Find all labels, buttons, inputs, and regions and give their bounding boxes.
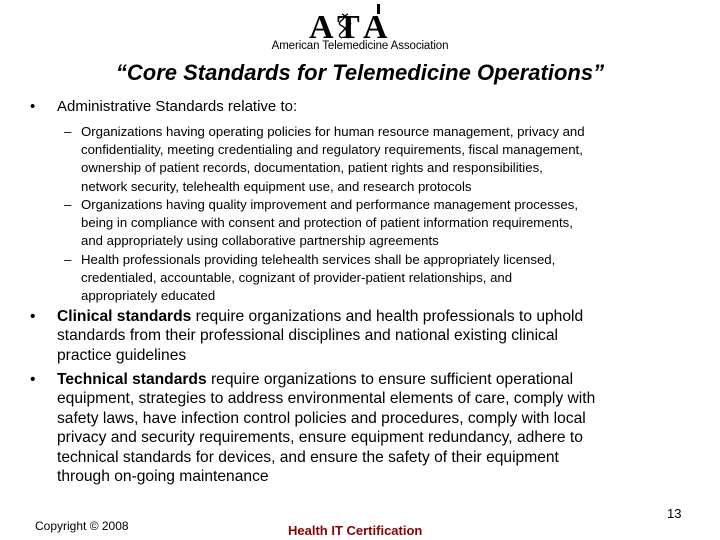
- subitem-line: Organizations having quality improvement and performance management processes,: [81, 197, 578, 212]
- subitem-line: Health professionals providing telehealth services shall be appropriately licensed,: [81, 252, 556, 267]
- logo-subtitle: American Telemedicine Association: [271, 40, 449, 52]
- dash-marker: –: [64, 252, 72, 267]
- bullet-marker: •: [30, 308, 36, 325]
- subitem-line: network security, telehealth equipment use, and research protocols: [81, 178, 472, 194]
- bullet-marker: •: [30, 98, 36, 115]
- dash-marker: –: [64, 124, 72, 139]
- subitem-quality-improvement: [64, 196, 700, 251]
- bullet-text: relative to:: [223, 98, 298, 115]
- bullet-text: require organizations and health professionals to uphold: [191, 308, 584, 325]
- bullet-technical: [30, 370, 690, 486]
- subitem-line: ownership of patient records, documentation, patient rights and responsibilities,: [81, 160, 543, 176]
- subitem-line: appropriately educated: [81, 288, 216, 304]
- footer-title: Health IT Certification: [288, 523, 423, 538]
- subitem-line: credentialed, accountable, cognizant of provider-patient relationships, and: [81, 270, 513, 286]
- bullet-line: standards from their professional disciplines and national existing clinical: [57, 327, 558, 345]
- subitem-line: Organizations having operating policies for human resource management, privacy and: [81, 124, 585, 139]
- slide-title: “Core Standards for Telemedicine Operations”: [115, 60, 605, 85]
- subitem-health-professionals: [64, 251, 700, 306]
- subitem-line: confidentiality, meeting credentialing and regulatory requirements, fiscal management,: [81, 142, 583, 158]
- svg-text:T: T: [337, 9, 360, 44]
- bullet-heading: Administrative Standards: [57, 98, 224, 115]
- bullet-line: equipment, strategies to address environmental elements of care, comply with: [57, 390, 596, 408]
- bullet-heading: Clinical standards: [57, 308, 192, 325]
- bullet-marker: •: [30, 371, 36, 388]
- svg-text:A: A: [363, 9, 388, 44]
- bullet-line: practice guidelines: [57, 346, 187, 364]
- bullet-line: through on-going maintenance: [57, 468, 269, 486]
- subitem-line: and appropriately using collaborative partnership agreements: [81, 233, 439, 249]
- dash-marker: –: [64, 197, 72, 212]
- svg-text:A: A: [309, 9, 334, 44]
- page-number: 13: [667, 506, 682, 521]
- bullet-heading: Technical standards: [57, 371, 207, 388]
- subitem-operating-policies: [64, 123, 700, 196]
- bullet-administrative: [30, 97, 690, 116]
- bullet-line: technical standards for devices, and ensure the safety of their equipment: [57, 448, 559, 466]
- copyright-text: Copyright © 2008: [35, 519, 129, 533]
- subitem-line: being in compliance with consent and protection of patient information requirements,: [81, 215, 573, 231]
- bullet-line: safety laws, have infection control policies and procedures, comply with local: [57, 409, 586, 427]
- bullet-clinical: [30, 307, 690, 365]
- ata-logo: [245, 4, 475, 52]
- bullet-line: privacy and security requirements, ensure equipment redundancy, adhere to: [57, 429, 583, 447]
- bullet-text: require organizations to ensure sufficient operational: [206, 371, 574, 388]
- ata-logo-mark: [307, 4, 417, 44]
